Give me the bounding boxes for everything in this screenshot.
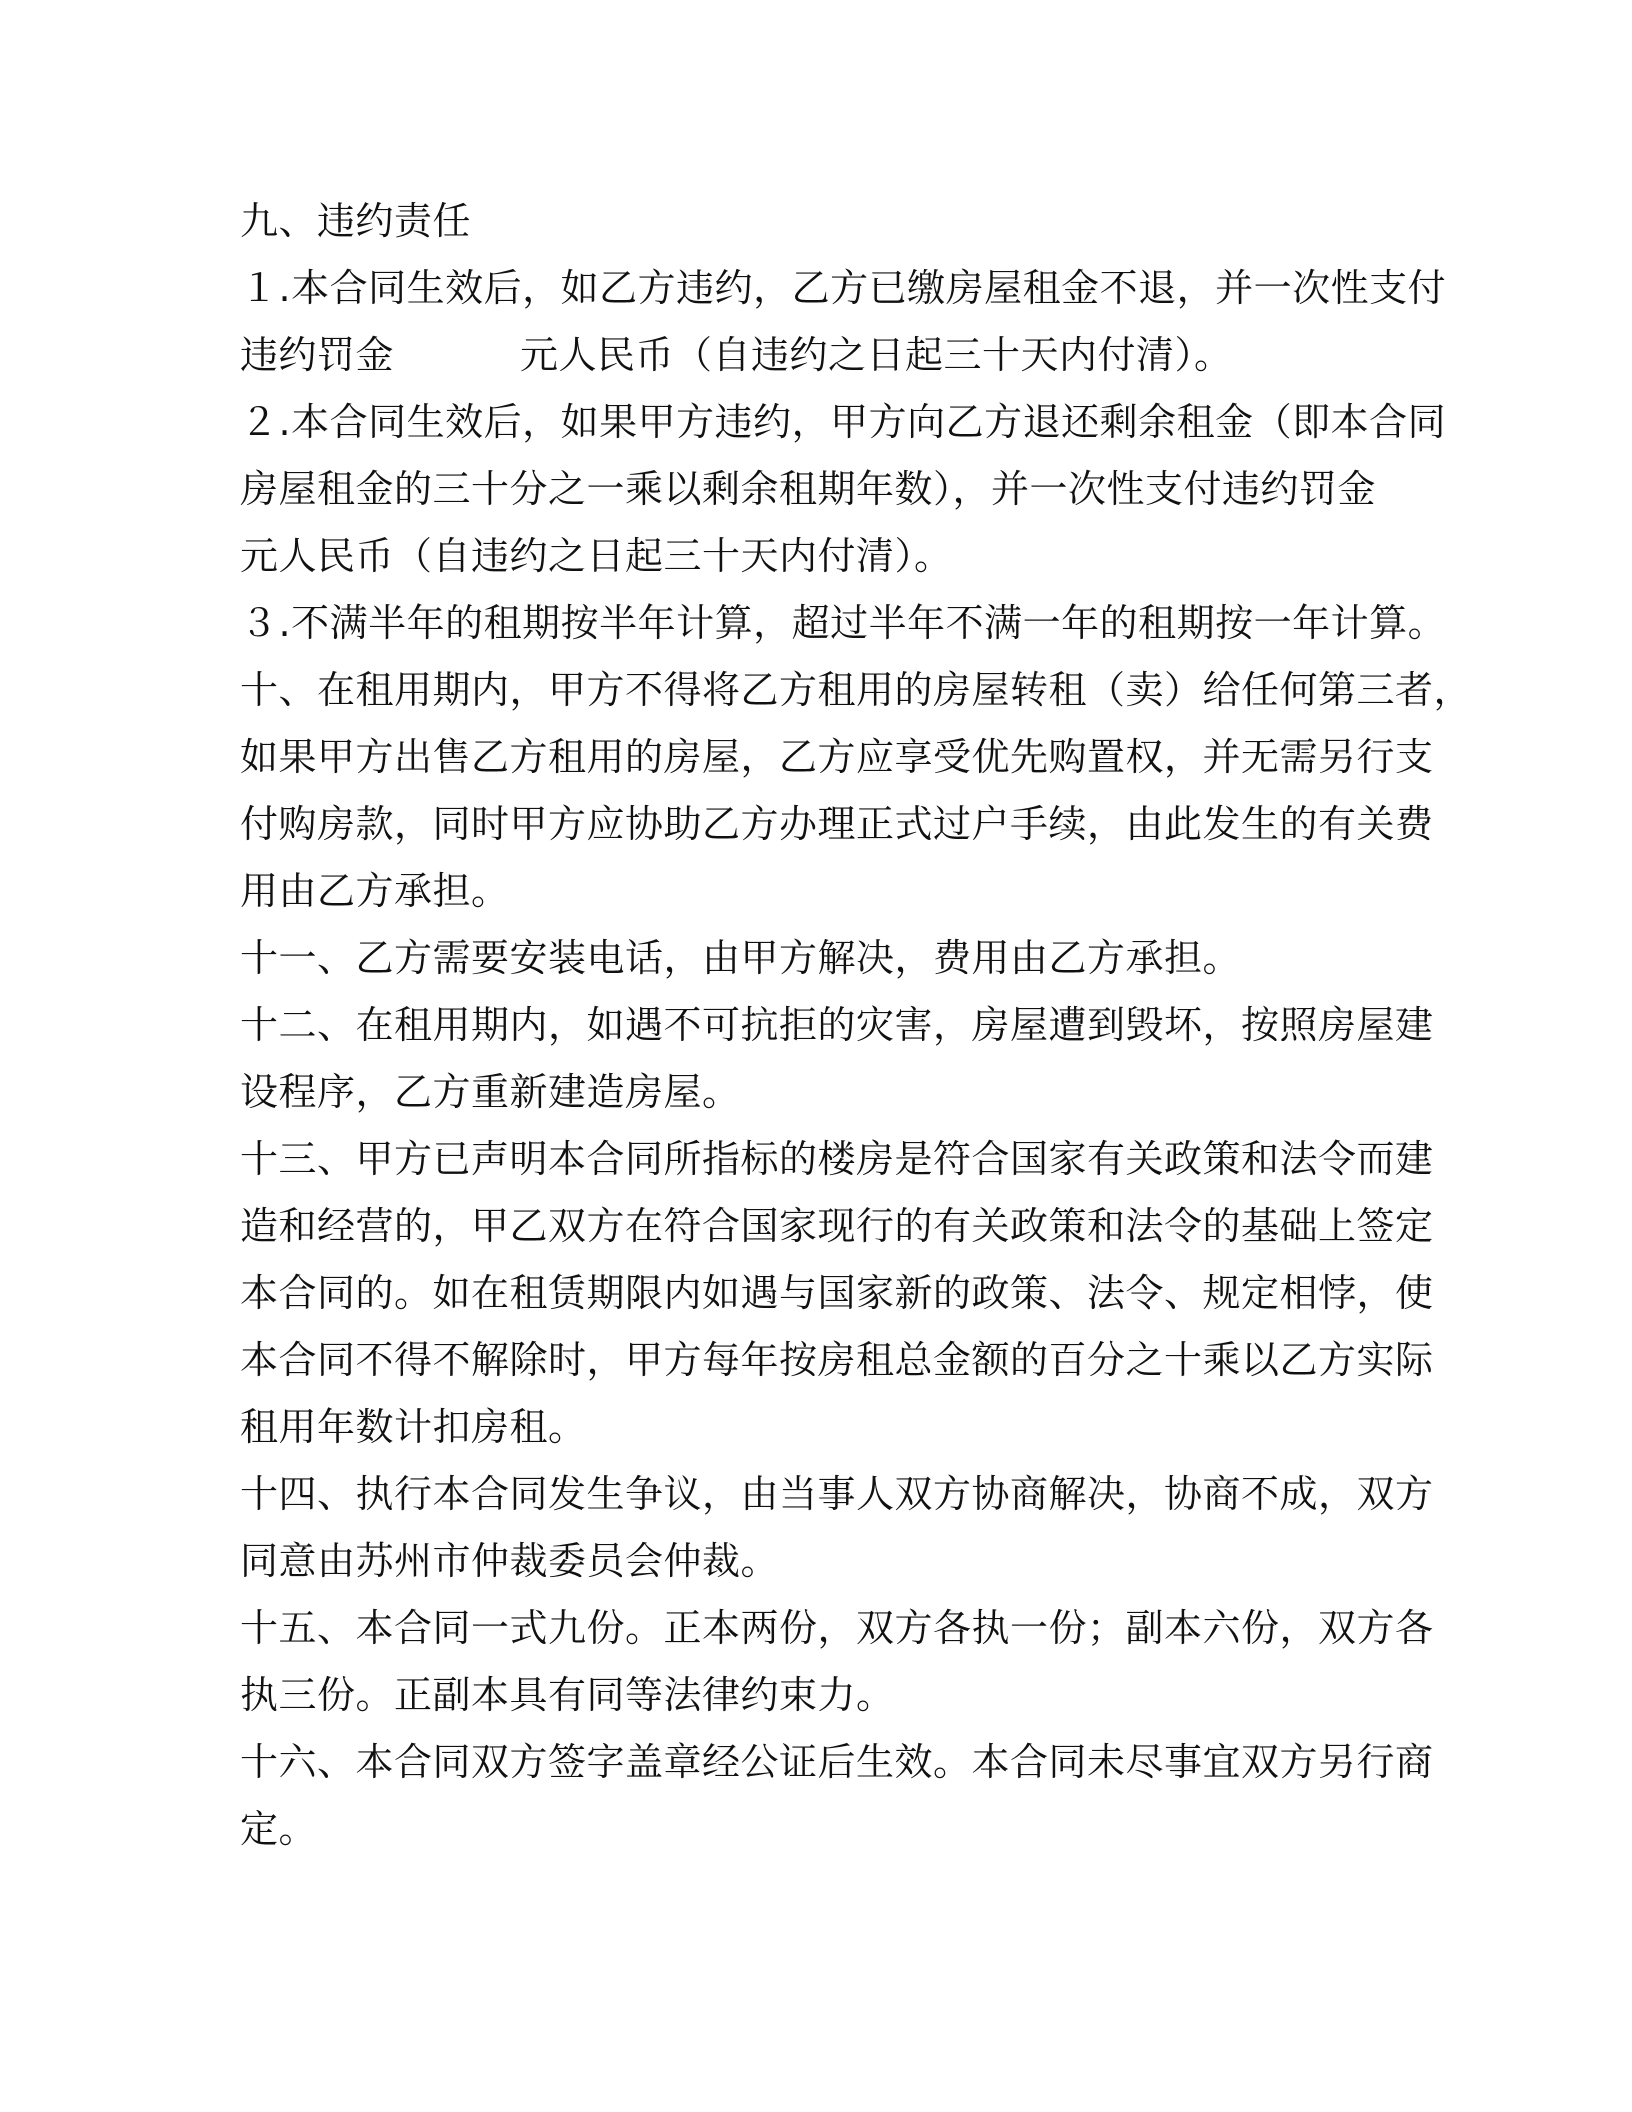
section-sublease: [240, 657, 1473, 925]
clause-text-line: 租用年数计扣房租。: [240, 1405, 587, 1449]
clause-text-line: 付购房款，同时甲方应协助乙方办理正式过户手续，由此发生的有关费: [240, 802, 1434, 846]
clause-text-line: 本合同不得不解除时，甲方每年按房租总金额的百分之十乘以乙方实际: [240, 1338, 1434, 1382]
clause-text-line: [240, 322, 1400, 389]
clause-text-line: 十四、执行本合同发生争议，由当事人双方协商解决，协商不成，双方: [240, 1472, 1434, 1516]
clause-text-line: 如果甲方出售乙方租用的房屋，乙方应享受优先购置权，并无需另行支: [240, 735, 1434, 779]
section-telephone: [240, 925, 1400, 992]
section-effectiveness: [240, 1729, 1434, 1863]
clause-text-line: ２.本合同生效后，如果甲方违约，甲方向乙方退还剩余租金（即本合同: [240, 400, 1447, 444]
clause-text-line: 执三份。正副本具有同等法律约束力。: [240, 1673, 895, 1717]
clause-text-line: 定。: [240, 1807, 318, 1851]
section-breach-liability: [240, 188, 1447, 657]
clause-text-line: 十六、本合同双方签字盖章经公证后生效。本合同未尽事宜双方另行商: [240, 1740, 1434, 1784]
clause-text-line: 十五、本合同一式九份。正本两份，双方各执一份；副本六份，双方各: [240, 1606, 1434, 1650]
clause-text-line: 十三、甲方已声明本合同所指标的楼房是符合国家有关政策和法令而建: [240, 1137, 1434, 1181]
clause-text-line: 房屋租金的三十分之一乘以剩余租期年数），并一次性支付违约罚金: [240, 467, 1377, 511]
clause-text-line: 本合同的。如在租赁期限内如遇与国家新的政策、法令、规定相悖，使: [240, 1271, 1434, 1315]
clause-text-line: 造和经营的，甲乙双方在符合国家现行的有关政策和法令的基础上签定: [240, 1204, 1434, 1248]
clause-text-line: １.本合同生效后，如乙方违约，乙方已缴房屋租金不退，并一次性支付: [240, 266, 1447, 310]
clause-text-line: 设程序，乙方重新建造房屋。: [240, 1070, 741, 1114]
section-dispute-resolution: [240, 1461, 1434, 1595]
clause-text-line: ３.不满半年的租期按半年计算，超过半年不满一年的租期按一年计算。: [240, 601, 1447, 645]
section-force-majeure: [240, 992, 1434, 1126]
section-copies: [240, 1595, 1434, 1729]
clause-text-line: 用由乙方承担。: [240, 869, 510, 913]
clause-text-line: 同意由苏州市仲裁委员会仲裁。: [240, 1539, 780, 1583]
clause-text-line: 十二、在租用期内，如遇不可抗拒的灾害，房屋遭到毁坏，按照房屋建: [240, 1003, 1434, 1047]
clause-text-line: 十、在租用期内，甲方不得将乙方租用的房屋转租（卖）给任何第三者，: [240, 668, 1473, 712]
clause-text-line: 十一、乙方需要安装电话，由甲方解决，费用由乙方承担。: [240, 936, 1242, 980]
clause-text-line: 元人民币（自违约之日起三十天内付清）。: [240, 534, 953, 578]
section-policy-compliance: [240, 1126, 1434, 1461]
penalty-text: 元人民币（自违约之日起三十天内付清）。: [520, 333, 1233, 377]
contract-text: [240, 188, 1473, 1863]
section-heading: 九、违约责任: [240, 199, 472, 243]
penalty-label: 违约罚金: [240, 333, 395, 377]
